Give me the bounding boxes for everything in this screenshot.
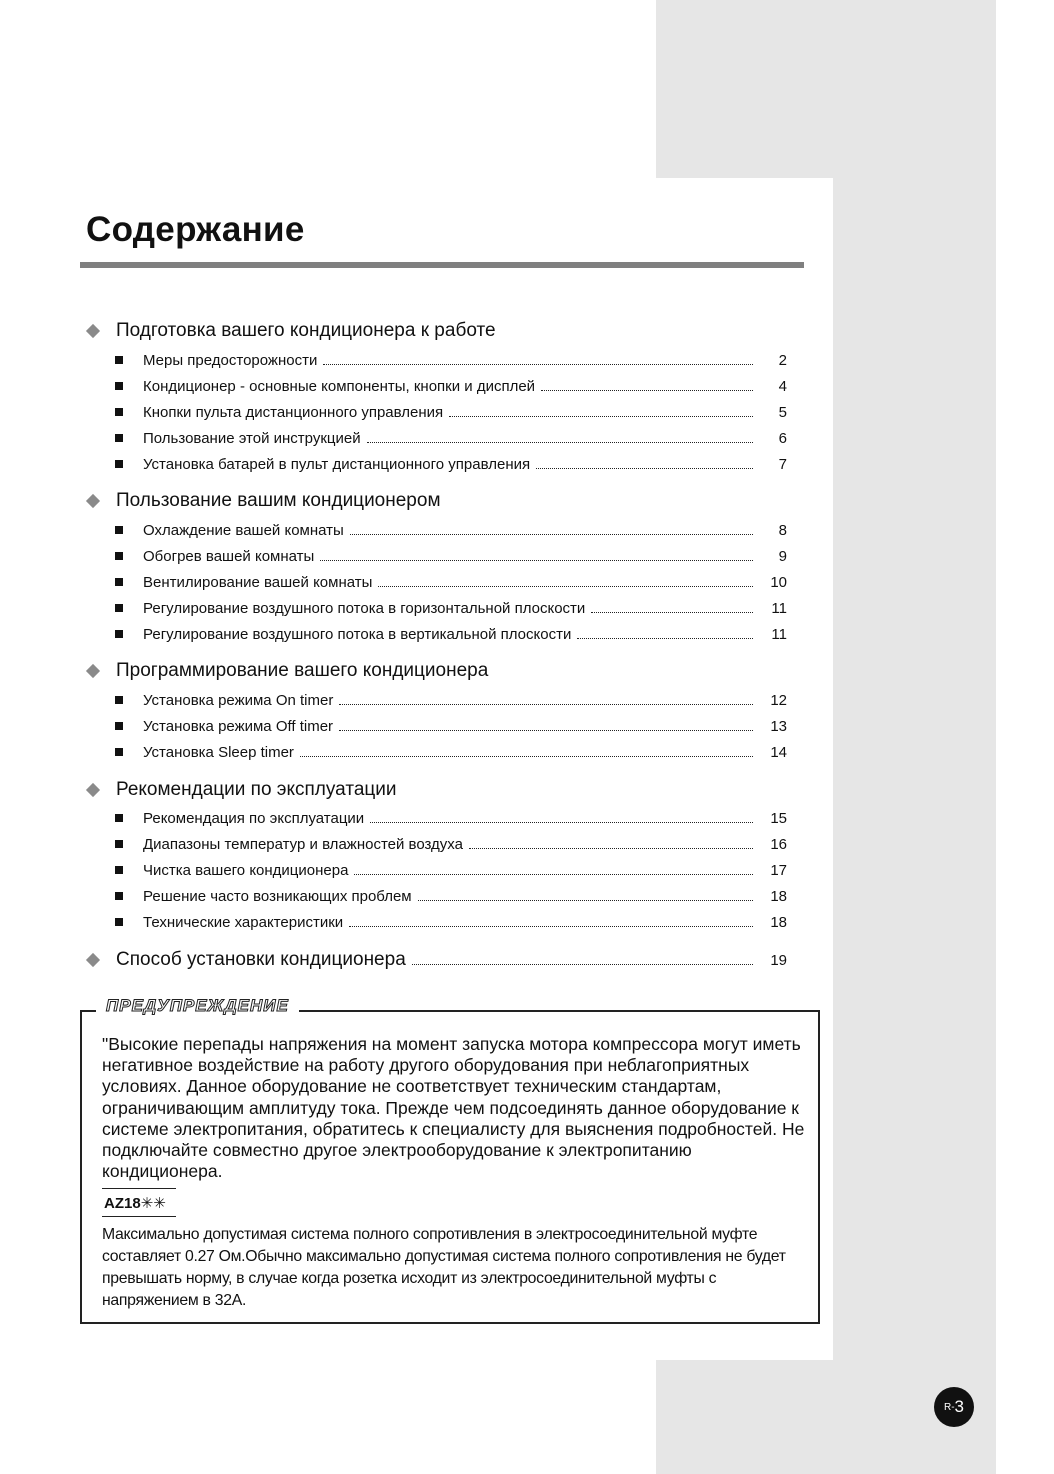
toc-page-number: 9 — [778, 548, 787, 565]
toc-entry-text: Решение часто возникающих проблем — [143, 888, 412, 905]
toc-entry-text: Диапазоны температур и влажностей воздуха — [143, 836, 463, 853]
dot-leader — [339, 704, 753, 705]
toc-entry-text: Чистка вашего кондиционера — [143, 862, 349, 879]
toc-entry[interactable] — [115, 836, 787, 853]
dot-leader — [367, 442, 753, 443]
toc-page-number: 10 — [770, 574, 787, 591]
toc-entry-text: Обогрев вашей комнаты — [143, 548, 315, 565]
model-label: AZ18✳✳ — [104, 1195, 166, 1212]
square-bullet-icon — [115, 722, 123, 730]
toc-page-number: 13 — [770, 718, 787, 735]
section-heading-text: Пользование вашим кондиционером — [116, 490, 441, 511]
toc-entry-text: Установка батарей в пульт дистанционного управления — [143, 456, 531, 473]
toc-section-entry[interactable] — [86, 949, 787, 971]
dot-leader — [300, 756, 753, 757]
toc-page-number: 16 — [770, 836, 787, 853]
square-bullet-icon — [115, 408, 123, 416]
square-bullet-icon — [115, 748, 123, 756]
side-band-top — [656, 0, 996, 178]
dot-leader — [323, 364, 753, 365]
toc-entry-text: Рекомендация по эксплуатации — [143, 810, 365, 827]
toc-entry-text: Меры предосторожности — [143, 352, 318, 369]
toc-entry[interactable] — [115, 574, 787, 591]
toc-entry[interactable] — [115, 430, 787, 447]
section-heading-text: Способ установки кондиционера — [116, 949, 406, 970]
toc-page-number: 18 — [770, 914, 787, 931]
square-bullet-icon — [115, 460, 123, 468]
toc-page-number: 5 — [778, 404, 787, 421]
toc-entry-text: Охлаждение вашей комнаты — [143, 522, 344, 539]
warning-text: "Высокие перепады напряжения на момент запуска мотора компрессора могут иметь негативное воздействие на работу другого оборудования при неблагоприятных условиях. Данное оборудование не соответствует техническим стандартам, ограничивающим амплитуду тока. Прежде чем подсоединять данное оборудование к системе электропитания, обратитесь к специалисту для выяснения подробностей. Не подключайте совместно другое электрооборудование к электропитанию кондиционера. — [102, 1034, 805, 1182]
toc-entry-text: Вентилирование вашей комнаты — [143, 574, 373, 591]
toc-entry[interactable] — [115, 862, 787, 879]
toc-entry[interactable] — [115, 548, 787, 565]
dot-leader — [370, 822, 753, 823]
toc-page-number: 18 — [770, 888, 787, 905]
square-bullet-icon — [115, 866, 123, 874]
dot-leader — [541, 390, 753, 391]
dot-leader — [418, 900, 753, 901]
dot-leader — [536, 468, 753, 469]
dot-leader — [378, 586, 753, 587]
dot-leader — [349, 926, 753, 927]
toc-entry[interactable] — [115, 456, 787, 473]
toc-entry[interactable] — [115, 718, 787, 735]
dot-leader — [577, 638, 753, 639]
dot-leader — [339, 730, 753, 731]
toc-page-number: 2 — [778, 352, 787, 369]
toc-page-number: 6 — [778, 430, 787, 447]
diamond-bullet-icon — [86, 494, 100, 508]
toc-entry[interactable] — [115, 692, 787, 709]
diamond-bullet-icon — [86, 953, 100, 967]
toc-page-number: 4 — [778, 378, 787, 395]
toc-entry-text: Регулирование воздушного потока в горизонтальной плоскости — [143, 600, 586, 617]
toc-entry-text: Установка Sleep timer — [143, 744, 294, 761]
diamond-bullet-icon — [86, 664, 100, 678]
square-bullet-icon — [115, 696, 123, 704]
section-heading — [86, 320, 496, 342]
square-bullet-icon — [115, 434, 123, 442]
section-heading — [86, 660, 488, 682]
toc-entry[interactable] — [115, 744, 787, 761]
diamond-bullet-icon — [86, 324, 100, 338]
toc-entry[interactable] — [115, 352, 787, 369]
toc-page-number: 17 — [770, 862, 787, 879]
toc-page-number: 15 — [770, 810, 787, 827]
toc-entry[interactable] — [115, 404, 787, 421]
dot-leader — [350, 534, 753, 535]
toc-entry-text: Установка режима On timer — [143, 692, 334, 709]
dot-leader — [449, 416, 753, 417]
toc-page-number: 11 — [771, 626, 787, 643]
dot-leader — [354, 874, 753, 875]
square-bullet-icon — [115, 604, 123, 612]
page-number-badge — [934, 1387, 974, 1427]
dot-leader — [320, 560, 753, 561]
page-number-prefix: R- — [943, 1401, 955, 1413]
warning-label: ПРЕДУПРЕЖДЕНИЕ — [96, 996, 299, 1016]
toc-entry[interactable] — [115, 810, 787, 827]
section-heading-text: Программирование вашего кондиционера — [116, 660, 489, 681]
square-bullet-icon — [115, 630, 123, 638]
square-bullet-icon — [115, 382, 123, 390]
square-bullet-icon — [115, 552, 123, 560]
diamond-bullet-icon — [86, 783, 100, 797]
toc-entry-text: Пользование этой инструкцией — [143, 430, 361, 447]
toc-entry[interactable] — [115, 888, 787, 905]
section-heading — [86, 490, 441, 512]
toc-entry[interactable] — [115, 522, 787, 539]
toc-entry[interactable] — [115, 914, 787, 931]
square-bullet-icon — [115, 814, 123, 822]
model-rule-top — [102, 1188, 176, 1189]
toc-entry-text: Установка режима Off timer — [143, 718, 334, 735]
toc-entry[interactable] — [115, 600, 787, 617]
square-bullet-icon — [115, 892, 123, 900]
toc-entry-text: Технические характеристики — [143, 914, 344, 931]
toc-entry[interactable] — [115, 626, 787, 643]
page-title: Содержание — [86, 210, 305, 249]
dot-leader — [412, 964, 753, 965]
toc-entry-text: Регулирование воздушного потока в вертикальной плоскости — [143, 626, 572, 643]
square-bullet-icon — [115, 918, 123, 926]
dot-leader — [469, 848, 753, 849]
page-number: 3 — [954, 1397, 965, 1416]
toc-entry-text: Кнопки пульта дистанционного управления — [143, 404, 444, 421]
toc-page-number: 19 — [770, 952, 787, 969]
toc-page-number: 14 — [770, 744, 787, 761]
impedance-note: Максимально допустимая система полного сопротивления в электросоединительной муфте составляет 0.27 Ом.Обычно максимально допустимая система полного сопротивления не будет превышать норму, в случае когда розетка исходит из электросоединительной муфты с напряжением в 32A. — [102, 1226, 786, 1309]
square-bullet-icon — [115, 578, 123, 586]
section-heading — [86, 779, 397, 801]
square-bullet-icon — [115, 356, 123, 364]
side-band-right — [833, 178, 996, 1360]
section-heading-text: Подготовка вашего кондиционера к работе — [116, 320, 496, 341]
toc-entry-text: Кондиционер - основные компоненты, кнопки и дисплей — [143, 378, 536, 395]
toc-page-number: 11 — [771, 600, 787, 617]
square-bullet-icon — [115, 526, 123, 534]
dot-leader — [591, 612, 753, 613]
square-bullet-icon — [115, 840, 123, 848]
title-rule — [80, 262, 804, 268]
toc-page-number: 12 — [770, 692, 787, 709]
section-heading-text: Рекомендации по эксплуатации — [116, 779, 397, 800]
model-rule-bottom — [102, 1216, 176, 1217]
toc-page-number: 7 — [778, 456, 787, 473]
toc-entry[interactable] — [115, 378, 787, 395]
toc-page-number: 8 — [778, 522, 787, 539]
